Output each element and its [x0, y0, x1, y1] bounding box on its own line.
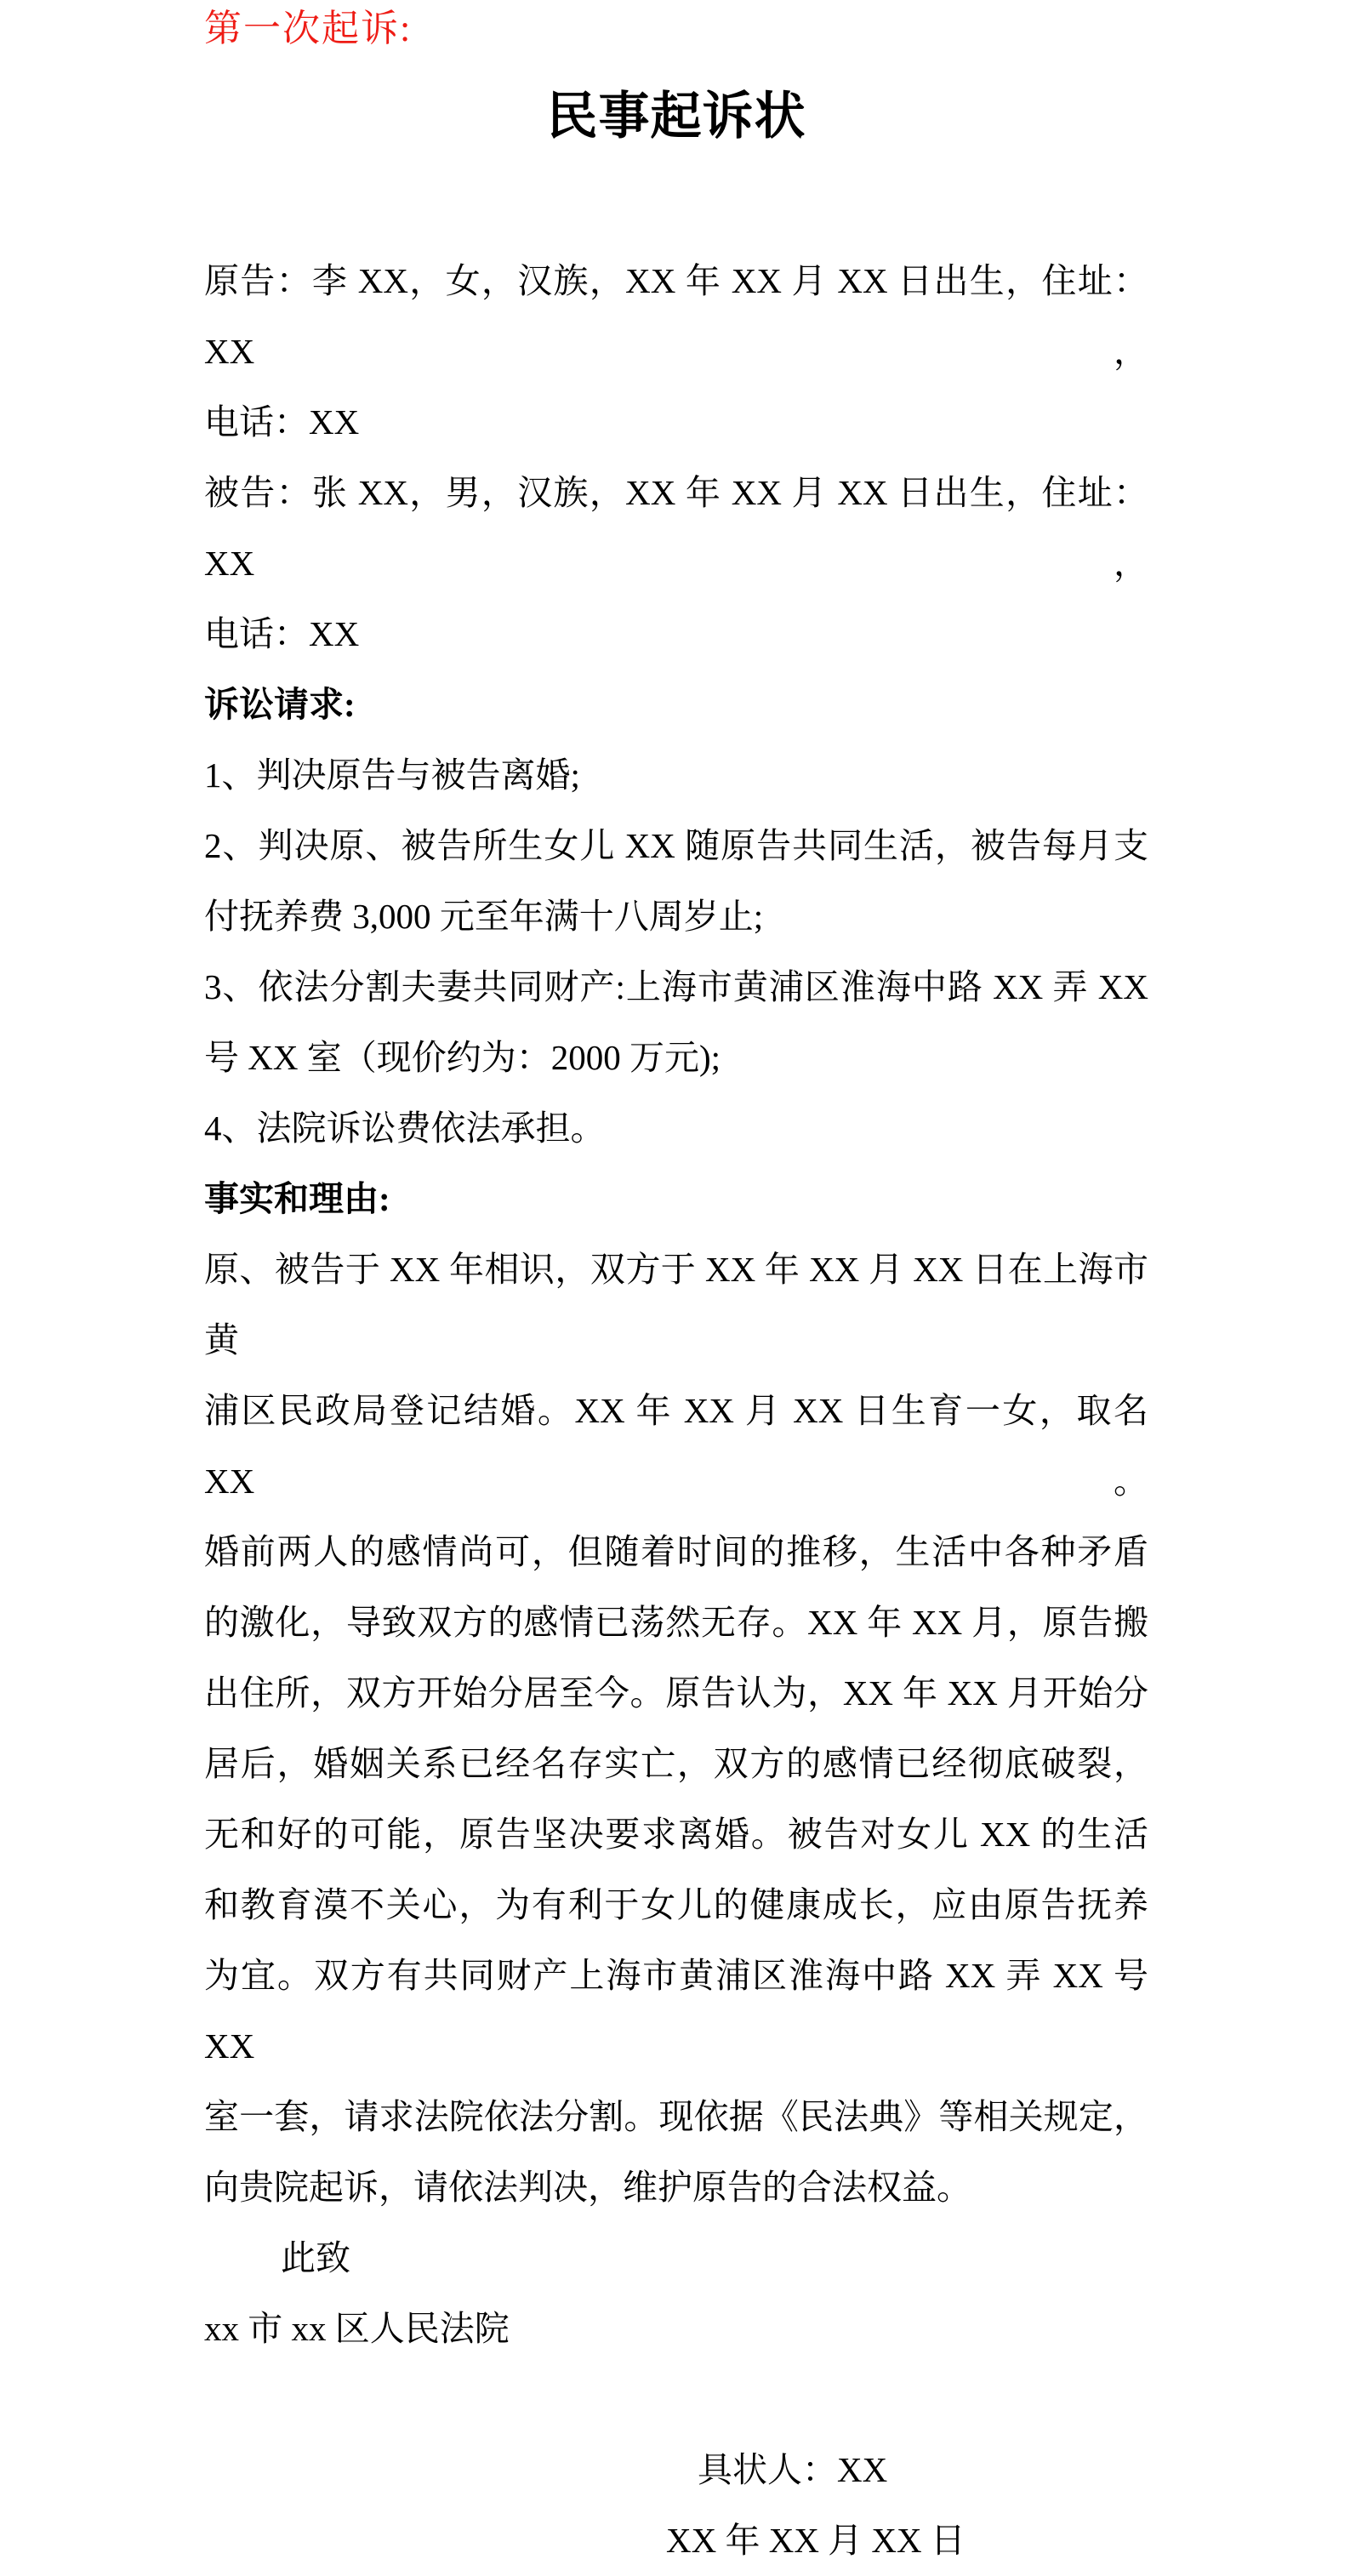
facts-line-4: 的激化，导致双方的感情已荡然无存。XX 年 XX 月，原告搬 — [204, 1603, 1148, 1642]
handwritten-annotation: 第一次起诉: — [204, 8, 413, 49]
facts-line-7: 无和好的可能，原告坚决要求离婚。被告对女儿 XX 的生活 — [204, 1815, 1148, 1854]
defendant-info-line: 被告：张 XX，男，汉族，XX 年 XX 月 XX 日出生，住址：XX， — [204, 473, 1148, 583]
facts-line-9: 为宜。双方有共同财产上海市黄浦区淮海中路 XX 弄 XX 号 XX — [204, 1956, 1148, 2066]
court-name-line: xx 市 xx 区人民法院 — [204, 2309, 510, 2348]
facts-line-2: 浦区民政局登记结婚。XX 年 XX 月 XX 日生育一女，取名 XX。 — [204, 1391, 1148, 1501]
facts-line-11: 向贵院起诉，请依法判决，维护原告的合法权益。 — [204, 2168, 971, 2207]
facts-line-6: 居后，婚姻关系已经名存实亡，双方的感情已经彻底破裂， — [204, 1744, 1148, 1783]
defendant-phone-line: 电话：XX — [204, 614, 360, 653]
document-page — [0, 8, 1350, 2560]
plaintiff-phone-line: 电话：XX — [204, 402, 360, 442]
signatory-line: 具状人：XX — [698, 2450, 888, 2489]
claim-1-line: 1、判决原告与被告离婚; — [204, 755, 580, 795]
claim-4-line: 4、法院诉讼费依法承担。 — [204, 1108, 606, 1148]
document-body — [204, 246, 1148, 2576]
facts-line-3: 婚前两人的感情尚可，但随着时间的推移，生活中各种矛盾 — [204, 1532, 1148, 1571]
blank-line — [204, 2364, 1148, 2435]
document-title: 民事起诉状 — [546, 88, 806, 145]
claim-3-line: 3、依法分割夫妻共同财产:上海市黄浦区淮海中路 XX 弄 XX — [204, 967, 1148, 1006]
facts-heading: 事实和理由: — [204, 1179, 390, 1218]
claim-2-line: 2、判决原、被告所生女儿 XX 随原告共同生活，被告每月支 — [204, 826, 1148, 865]
claims-heading: 诉讼请求: — [204, 685, 356, 724]
claim-3-continuation-line: 号 XX 室（现价约为：2000 万元); — [204, 1038, 721, 1077]
facts-line-5: 出住所，双方开始分居至今。原告认为，XX 年 XX 月开始分 — [204, 1673, 1148, 1713]
facts-line-1: 原、被告于 XX 年相识，双方于 XX 年 XX 月 XX 日在上海市黄 — [204, 1250, 1148, 1359]
facts-line-10: 室一套，请求法院依法分割。现依据《民法典》等相关规定， — [204, 2097, 1148, 2136]
date-line: XX 年 XX 月 XX 日 — [666, 2521, 966, 2560]
claim-2-continuation-line: 付抚养费 3,000 元至年满十八周岁止; — [204, 897, 764, 936]
salutation-line: 此致 — [281, 2238, 350, 2277]
facts-line-8: 和教育漠不关心，为有利于女儿的健康成长，应由原告抚养 — [204, 1885, 1148, 1924]
plaintiff-info-line: 原告：李 XX，女，汉族，XX 年 XX 月 XX 日出生，住址：XX， — [204, 261, 1148, 371]
